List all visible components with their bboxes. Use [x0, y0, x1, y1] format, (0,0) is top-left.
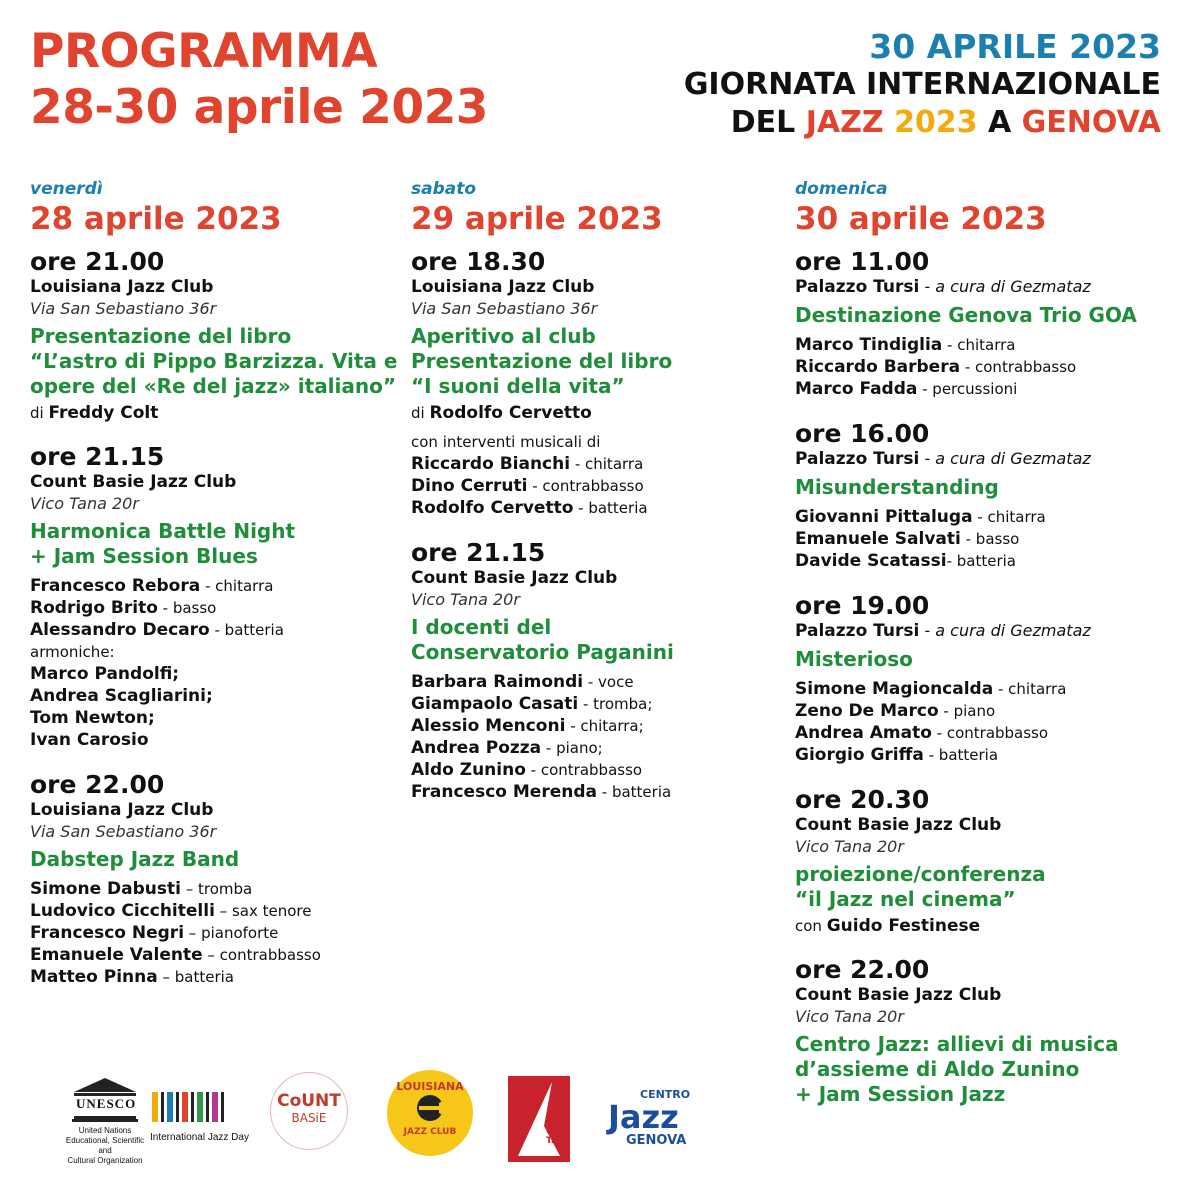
- performer-role: - contrabbasso: [960, 358, 1077, 376]
- venue-name: Louisiana Jazz Club: [30, 277, 214, 297]
- count-basie-text-1: CoUNT: [277, 1091, 341, 1111]
- performer-name: Matteo Pinna: [30, 967, 158, 987]
- event-address: Vico Tana 20r: [411, 590, 520, 609]
- performer-list: [795, 334, 1167, 400]
- trumpet-icon: [413, 1093, 447, 1123]
- ijd-caption: International Jazz Day: [150, 1132, 249, 1143]
- event-title: Harmonica Battle Night: [30, 519, 296, 543]
- performer-line: [30, 900, 402, 922]
- event-title: Conservatorio Paganini: [411, 640, 674, 664]
- gezmataz-logo: [508, 1076, 570, 1162]
- event-address: Vico Tana 20r: [30, 494, 139, 513]
- header-left: [30, 24, 488, 136]
- performer-name: Giovanni Pittaluga: [795, 507, 973, 527]
- performer-name: Ludovico Cicchitelli: [30, 901, 215, 921]
- performer-role: - basso: [960, 530, 1020, 548]
- event-venue: [30, 471, 402, 493]
- performer-list: [411, 671, 783, 803]
- venue-name: Palazzo Tursi: [795, 277, 920, 297]
- instrument-label: armoniche:: [30, 643, 115, 661]
- performer-name: Alessio Menconi: [411, 716, 566, 736]
- event-title: proiezione/conferenza: [795, 862, 1046, 886]
- count-basie-text-2: BASiE: [291, 1111, 327, 1125]
- event-spacer: [30, 988, 402, 1008]
- day-column-sunday: [795, 178, 1167, 1117]
- partner-logos: [60, 1072, 780, 1172]
- performer-line: [411, 475, 783, 497]
- event-block: [30, 248, 402, 443]
- event-venue: [795, 448, 1167, 470]
- page-title: PROGRAMMA: [30, 24, 378, 79]
- performer-line: [30, 597, 402, 619]
- centro-jazz-genova-logo: [608, 1088, 708, 1148]
- performer-name: Ivan Carosio: [30, 730, 149, 750]
- performer-line: [411, 781, 783, 803]
- gezmataz-text: [546, 1116, 566, 1146]
- performer-role: - batteria: [597, 783, 672, 801]
- event-spacer: [795, 1107, 1167, 1117]
- event-title: + Jam Session Blues: [30, 544, 258, 568]
- performer-role: – sax tenore: [214, 902, 312, 920]
- event-title: Aperitivo al club: [411, 324, 596, 348]
- event-spacer: [795, 572, 1167, 592]
- performer-line: [795, 700, 1167, 722]
- performer-list: [411, 431, 783, 519]
- performer-line: [411, 715, 783, 737]
- performer-line: [30, 619, 402, 641]
- performer-role: - chitarra: [972, 508, 1046, 526]
- event-title: “L’astro di Pippo Barzizza. Vita e: [30, 349, 398, 373]
- text-a: A: [977, 105, 1022, 140]
- performer-name: Simone Magioncalda: [795, 679, 994, 699]
- performer-name: Zeno De Marco: [795, 701, 939, 721]
- event-address: Via San Sebastiano 36r: [30, 299, 217, 318]
- performer-role: - piano;: [541, 739, 603, 757]
- unesco-caption-1: United Nations: [78, 1126, 132, 1135]
- event-title: Centro Jazz: allievi di musica: [795, 1032, 1119, 1056]
- venue-name: Palazzo Tursi: [795, 621, 920, 641]
- performer-line: [795, 722, 1167, 744]
- event-time: ore 22.00: [795, 955, 930, 984]
- performer-role: - batteria: [209, 621, 284, 639]
- performers-intro: con interventi musicali di: [411, 433, 601, 451]
- day-column-saturday: [411, 178, 783, 823]
- event-title: Misunderstanding: [795, 475, 999, 499]
- venue-name: Count Basie Jazz Club: [411, 568, 618, 588]
- jazz-text: Jazz: [608, 1098, 679, 1136]
- event-venue: [795, 276, 1167, 298]
- performer-role: - chitarra;: [565, 717, 644, 735]
- performer-line: [795, 550, 1167, 572]
- gez-text-2: MA: [545, 1126, 562, 1136]
- event-spacer: [795, 936, 1167, 956]
- event-spacer: [30, 423, 402, 443]
- event-title: opere del «Re del jazz» italiano”: [30, 374, 397, 398]
- event-author: [30, 403, 402, 423]
- venue-name: Louisiana Jazz Club: [411, 277, 595, 297]
- event-name-line-2: [684, 104, 1161, 142]
- event-time: ore 22.00: [30, 770, 165, 799]
- event-title: “I suoni della vita”: [411, 374, 625, 398]
- unesco-caption-3: Cultural Organization: [67, 1156, 143, 1165]
- piano-keys-icon: [150, 1090, 230, 1124]
- author-prefix: di: [411, 404, 430, 422]
- event-curator: - a cura di Gezmataz: [919, 277, 1091, 296]
- event-title: d’assieme di Aldo Zunino: [795, 1057, 1080, 1081]
- venue-name: Louisiana Jazz Club: [30, 800, 214, 820]
- gez-text-3: TAZ: [545, 1136, 565, 1146]
- performer-name: Andrea Scagliarini;: [30, 686, 213, 706]
- performer-line: [30, 707, 402, 729]
- text-year: 2023: [894, 105, 978, 140]
- louisiana-jazz-club-logo: [387, 1070, 473, 1156]
- performer-line: [795, 678, 1167, 700]
- performer-name: Tom Newton;: [30, 708, 155, 728]
- performer-name: Giorgio Griffa: [795, 745, 924, 765]
- event-spacer: [411, 803, 783, 823]
- performer-name: Marco Fadda: [795, 379, 918, 399]
- event-time: ore 20.30: [795, 785, 930, 814]
- day-column-friday: [30, 178, 402, 1008]
- event-spacer: [795, 400, 1167, 420]
- day-date: 30 aprile 2023: [795, 201, 1047, 237]
- event-block: [795, 956, 1167, 1117]
- performer-line: [30, 575, 402, 597]
- day-date: 28 aprile 2023: [30, 201, 282, 237]
- event-author: [411, 403, 783, 423]
- performer-role: - chitarra: [942, 336, 1016, 354]
- event-time: ore 21.15: [411, 538, 546, 567]
- event-address: Via San Sebastiano 36r: [30, 822, 217, 841]
- performer-name: Francesco Merenda: [411, 782, 597, 802]
- performer-list: [795, 506, 1167, 572]
- performer-line: [30, 729, 402, 751]
- event-spacer: [411, 519, 783, 539]
- centro-text: CENTRO: [640, 1088, 691, 1101]
- text-jazz: JAZZ: [805, 105, 884, 140]
- event-venue: [795, 620, 1167, 642]
- event-curator: - a cura di Gezmataz: [919, 449, 1091, 468]
- performer-role: - chitarra: [200, 577, 274, 595]
- venue-name: Count Basie Jazz Club: [795, 985, 1002, 1005]
- performer-name: Riccardo Bianchi: [411, 454, 571, 474]
- performer-line: [795, 528, 1167, 550]
- event-address: Vico Tana 20r: [795, 1007, 904, 1026]
- performer-line: [411, 759, 783, 781]
- text-city: GENOVA: [1021, 105, 1161, 140]
- performer-role: - chitarra: [570, 455, 644, 473]
- performer-role: - contrabbasso: [527, 477, 644, 495]
- unesco-caption-2: Educational, Scientific and: [65, 1136, 145, 1155]
- performer-name: Simone Dabusti: [30, 879, 181, 899]
- performer-role: - batteria: [573, 499, 648, 517]
- performer-line: [411, 671, 783, 693]
- performer-role: - basso: [157, 599, 217, 617]
- event-title: Destinazione Genova Trio GOA: [795, 303, 1137, 327]
- event-author: [795, 916, 1167, 936]
- day-name: domenica: [795, 179, 888, 199]
- text-del: DEL: [730, 105, 806, 140]
- international-jazz-day-logo: [150, 1090, 260, 1143]
- performer-line: [795, 506, 1167, 528]
- performer-line: [30, 878, 402, 900]
- performer-role: - contrabbasso: [525, 761, 643, 779]
- event-time: ore 18.30: [411, 247, 546, 276]
- event-title: “il Jazz nel cinema”: [795, 887, 1016, 911]
- event-time: ore 11.00: [795, 247, 930, 276]
- performer-role: - batteria: [946, 552, 1016, 570]
- count-basie-logo: [270, 1072, 348, 1150]
- event-address: Via San Sebastiano 36r: [411, 299, 598, 318]
- performer-name: Andrea Amato: [795, 723, 932, 743]
- performer-role: - batteria: [923, 746, 999, 764]
- event-spacer: [30, 751, 402, 771]
- unesco-word: UNESCO: [76, 1096, 137, 1111]
- event-title: I docenti del: [411, 615, 552, 639]
- unesco-logo: [60, 1076, 150, 1166]
- performer-role: - tromba;: [578, 695, 653, 713]
- day-name: venerdì: [30, 179, 103, 199]
- event-time: ore 21.00: [30, 247, 165, 276]
- performer-name: Marco Pandolfi;: [30, 664, 180, 684]
- performer-name: Giampaolo Casati: [411, 694, 579, 714]
- event-block: [795, 592, 1167, 786]
- author-name: Rodolfo Cervetto: [429, 403, 592, 423]
- event-venue: [795, 814, 1167, 836]
- performer-name: Marco Tindiglia: [795, 335, 943, 355]
- performer-line: [795, 378, 1167, 400]
- event-title: + Jam Session Jazz: [795, 1082, 1006, 1106]
- performer-name: Alessandro Decaro: [30, 620, 210, 640]
- performer-line: [411, 693, 783, 715]
- day-date: 29 aprile 2023: [411, 201, 663, 237]
- performer-name: Aldo Zunino: [411, 760, 526, 780]
- performer-line: [30, 966, 402, 988]
- event-time: ore 16.00: [795, 419, 930, 448]
- event-time: ore 19.00: [795, 591, 930, 620]
- author-name: Guido Festinese: [826, 916, 981, 936]
- performer-list: [30, 878, 402, 988]
- author-prefix: con: [795, 917, 827, 935]
- event-venue: [30, 799, 402, 821]
- venue-name: Count Basie Jazz Club: [795, 815, 1002, 835]
- performer-line: [795, 744, 1167, 766]
- event-spacer: [795, 766, 1167, 786]
- performer-name: Rodrigo Brito: [30, 598, 158, 618]
- event-title: Presentazione del libro: [30, 324, 292, 348]
- performer-role: – tromba: [180, 880, 253, 898]
- performer-role: - chitarra: [993, 680, 1067, 698]
- page-subtitle-dates: 28-30 aprile 2023: [30, 80, 488, 135]
- event-venue: [411, 276, 783, 298]
- event-block: [795, 248, 1167, 420]
- event-name-line: GIORNATA INTERNAZIONALE: [683, 67, 1161, 102]
- text-space: [884, 105, 894, 140]
- event-time: ore 21.15: [30, 442, 165, 471]
- venue-name: Palazzo Tursi: [795, 449, 920, 469]
- event-block: [411, 539, 783, 823]
- performer-name: Francesco Negri: [30, 923, 185, 943]
- event-date-heading: 30 APRILE 2023: [869, 27, 1161, 66]
- louisiana-text-2: JAZZ CLUB: [403, 1127, 457, 1137]
- performer-line: [411, 737, 783, 759]
- event-block: [30, 443, 402, 771]
- performer-name: Francesco Rebora: [30, 576, 201, 596]
- performer-line: [795, 334, 1167, 356]
- event-venue: [30, 276, 402, 298]
- performer-list: [30, 575, 402, 751]
- author-name: Freddy Colt: [48, 403, 159, 423]
- author-prefix: di: [30, 404, 49, 422]
- performer-line: [795, 356, 1167, 378]
- performer-role: – batteria: [157, 968, 235, 986]
- performer-name: Emanuele Valente: [30, 945, 203, 965]
- unesco-caption: [60, 1126, 150, 1166]
- performer-role: - percussioni: [917, 380, 1018, 398]
- event-title: Misterioso: [795, 647, 913, 671]
- genova-text: GENOVA: [626, 1133, 687, 1148]
- performer-line: [30, 944, 402, 966]
- performer-name: Davide Scatassi: [795, 551, 947, 571]
- performer-list: [795, 678, 1167, 766]
- performer-name: Rodolfo Cervetto: [411, 498, 574, 518]
- performer-name: Andrea Pozza: [411, 738, 542, 758]
- event-title: Presentazione del libro: [411, 349, 673, 373]
- performer-line: [30, 685, 402, 707]
- venue-name: Count Basie Jazz Club: [30, 472, 237, 492]
- performer-name: Emanuele Salvati: [795, 529, 961, 549]
- performer-role: - voce: [583, 673, 634, 691]
- performer-role: - contrabbasso: [931, 724, 1049, 742]
- header-right: [684, 28, 1161, 142]
- performer-line: [411, 453, 783, 475]
- performer-name: Barbara Raimondi: [411, 672, 584, 692]
- event-block: [411, 248, 783, 539]
- event-block: [30, 771, 402, 1008]
- gez-text-1: GEZ: [545, 1116, 566, 1126]
- performer-role: - piano: [938, 702, 996, 720]
- performer-line: [30, 663, 402, 685]
- performer-role: – pianoforte: [184, 924, 279, 942]
- event-venue: [411, 567, 783, 589]
- event-title: Dabstep Jazz Band: [30, 847, 240, 871]
- performer-line: [30, 922, 402, 944]
- performer-line: [411, 497, 783, 519]
- louisiana-text: LOUISIANA: [396, 1080, 464, 1093]
- event-address: Vico Tana 20r: [795, 837, 904, 856]
- event-venue: [795, 984, 1167, 1006]
- performer-name: Riccardo Barbera: [795, 357, 961, 377]
- performer-role: – contrabbasso: [202, 946, 321, 964]
- day-name: sabato: [411, 179, 477, 199]
- event-curator: - a cura di Gezmataz: [919, 621, 1091, 640]
- event-block: [795, 420, 1167, 592]
- event-block: [795, 786, 1167, 956]
- performer-name: Dino Cerruti: [411, 476, 528, 496]
